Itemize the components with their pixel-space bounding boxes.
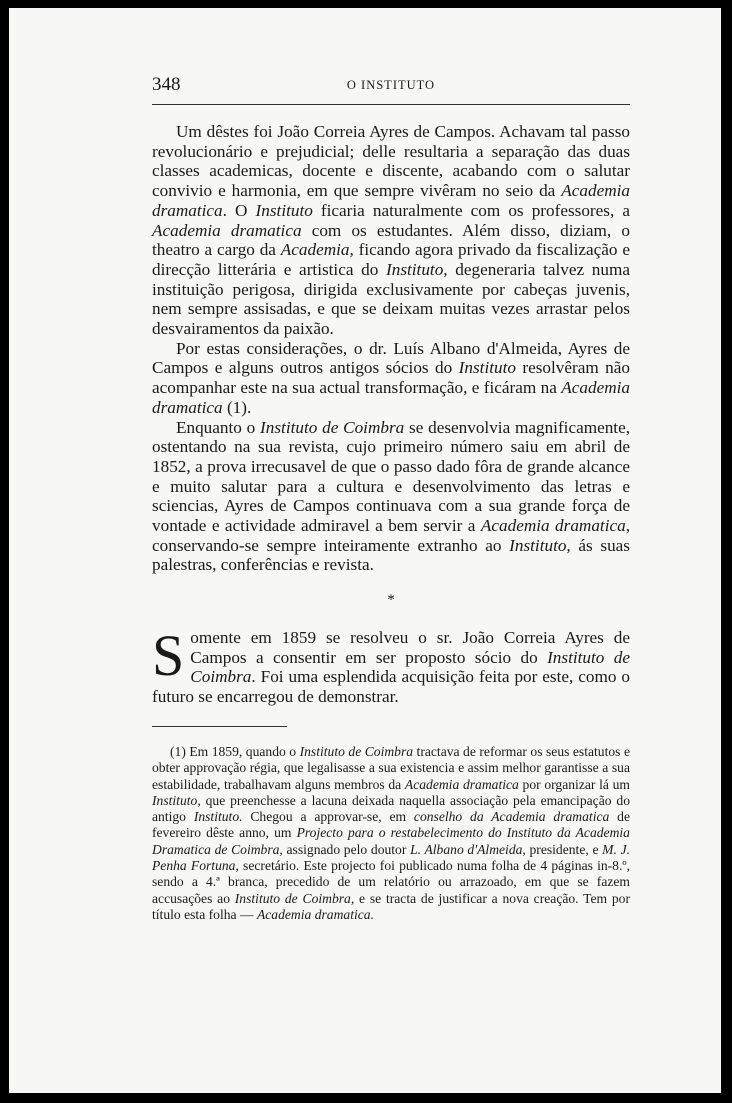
page-header xyxy=(152,74,630,104)
section-separator: * xyxy=(387,592,395,608)
header-rule xyxy=(152,104,630,105)
footnote-text: (1) Em 1859, quando o Instituto de Coimbra tractava de reformar os seus estatutos e obter approvação régia, que legalisasse a sua existencia e assim melhor garantisse a sua estabilidade, trabalhavam alguns membros da Academia dramatica por organizar lá um Instituto, que preenchesse a lacuna deixada naquella associação pela emancipação do antigo Instituto. Chegou a approvar-se, em conselho da Academia dramatica de fevereiro dêste anno, um Projecto para o restabelecimento do Instituto da Academia Dramatica de Coimbra, assignado pelo doutor L. Albano d'Almeida, presidente, e M. J. Penha Fortuna, secretário. Este projecto foi publicado numa folha de 4 páginas in-8.º, sendo a 4.ª branca, precedido de um relatório ou arrazoado, em que se fazem accusações ao Instituto de Coimbra, e se tracta de justificar a nova creação. Tem por título esta folha — Academia dramatica. xyxy=(152,744,631,922)
footnote xyxy=(152,744,630,923)
running-title: O INSTITUTO xyxy=(346,78,436,92)
page-number: 348 xyxy=(152,74,181,95)
section-paragraph: Somente em 1859 se resolveu o sr. João Correia Ayres de Campos a consentir em ser proposto sócio do Instituto de Coimbra. Foi uma esplendida acquisição feita por este, como o futuro se encarregou de demonstrar. xyxy=(152,623,630,707)
main-text xyxy=(152,122,630,575)
paragraph-3: Enquanto o Instituto de Coimbra se desenvolvia magnificamente, ostentando na sua revista, cujo primeiro número saiu em abril de 1852, a prova irrecusavel de que o passo dado fôra de grande alcance e muito salutar para a cultura e desenvolvimento das letras e sciencias, Ayres de Campos continuava com a sua grande força de vontade e actividade admiravel a bem servir a Academia dramatica, conservando-se sempre inteiramente extranho ao Instituto, ás suas palestras, conferências e revista. xyxy=(152,417,630,575)
drop-cap: S xyxy=(152,623,185,688)
paragraph-1: Um dêstes foi João Correia Ayres de Campos. Achavam tal passo revolucionário e prejudicial; delle resultaria a separação das duas classes academicas, docente e discente, acabando com o salutar convivio e harmonia, em que sempre vivêram no seio da Academia dramatica. O Instituto ficaria naturalmente com os professores, a Academia dramatica com os estudantes. Além disso, diziam, o theatro a cargo da Academia, ficando agora privado da fiscalização e direcção litterária e artistica do Instituto, degeneraria talvez numa instituição perigosa, dirigida exclusivamente por cabeças juvenis, nem sempre assisadas, e que se deixam muitas vezes arrastar pelos desvairamentos da paixão. xyxy=(152,122,630,339)
paragraph-2: Por estas considerações, o dr. Luís Albano d'Almeida, Ayres de Campos e alguns outros antigos sócios do Instituto resolvêram não acompanhar este na sua actual transformação, e ficáram na Academia dramatica (1). xyxy=(152,338,630,417)
footnote-rule xyxy=(152,726,287,727)
